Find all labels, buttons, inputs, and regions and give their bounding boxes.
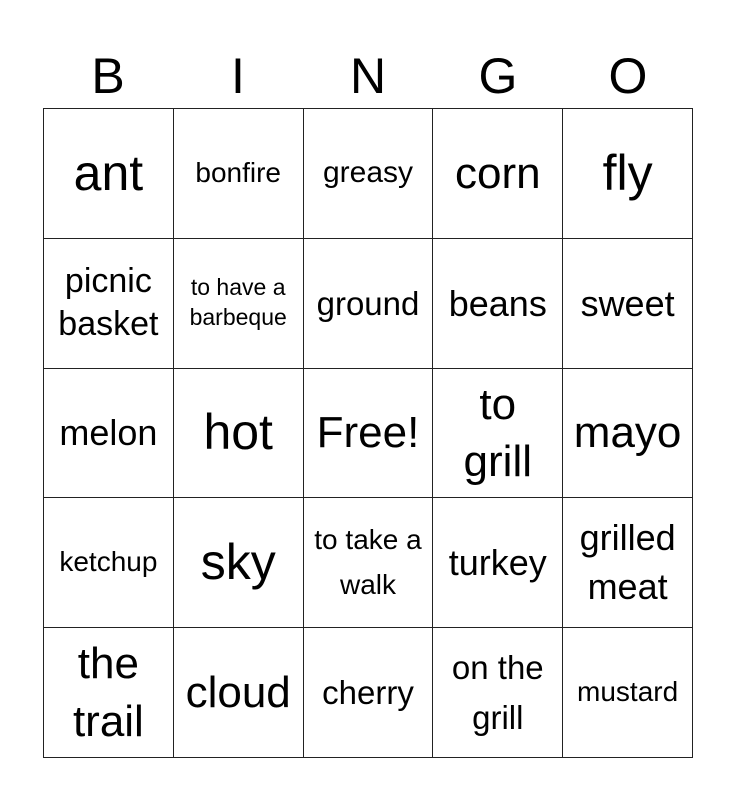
cell-label: mustard [577, 676, 679, 708]
bingo-grid [43, 108, 693, 758]
cell-label: corn [454, 148, 541, 198]
bingo-cell[interactable] [433, 628, 563, 758]
bingo-cell[interactable] [563, 109, 693, 239]
cell-label: turkey [448, 542, 547, 584]
cell-label: sweet [580, 282, 675, 324]
bingo-cell[interactable] [304, 628, 434, 758]
cell-label: cloud [185, 668, 291, 717]
cell-label: sky [200, 534, 276, 591]
cell-label: on the grill [451, 649, 544, 736]
header-letter-g: G [478, 48, 518, 104]
cell-label: ketchup [59, 546, 158, 578]
cell-label: to have a barbeque [189, 274, 287, 331]
bingo-cell[interactable] [174, 239, 304, 369]
bingo-cell[interactable] [304, 498, 434, 628]
cell-label: mayo [573, 408, 682, 458]
cell-label: the trail [72, 639, 144, 746]
bingo-cell[interactable] [304, 109, 434, 239]
bingo-cell[interactable] [304, 239, 434, 369]
bingo-cell[interactable] [563, 239, 693, 369]
bingo-cell[interactable] [44, 628, 174, 758]
cell-label: melon [59, 412, 158, 454]
cell-label: greasy [322, 156, 414, 190]
bingo-cell[interactable] [44, 109, 174, 239]
bingo-cell[interactable] [433, 369, 563, 499]
bingo-cell[interactable] [174, 109, 304, 239]
cell-label: fly [602, 144, 653, 201]
header-letter-n: N [349, 48, 387, 104]
cell-label: grilled meat [579, 517, 676, 607]
cell-label: cherry [322, 674, 414, 712]
bingo-cell[interactable] [174, 628, 304, 758]
cell-label: ground [316, 284, 420, 322]
header-letter-b: B [91, 48, 125, 104]
cell-label: beans [448, 282, 547, 324]
cell-label: bonfire [195, 157, 281, 188]
cell-label: hot [203, 404, 273, 461]
bingo-cell[interactable] [433, 498, 563, 628]
bingo-cell[interactable] [44, 369, 174, 499]
bingo-cell[interactable] [563, 628, 693, 758]
bingo-cell[interactable] [563, 498, 693, 628]
bingo-cell[interactable] [174, 369, 304, 499]
cell-label: Free! [316, 408, 420, 458]
cell-label: to take a walk [314, 523, 422, 600]
cell-label: picnic basket [58, 261, 159, 344]
bingo-cell[interactable] [433, 239, 563, 369]
bingo-cell[interactable] [44, 498, 174, 628]
header-letter-i: I [231, 48, 245, 104]
bingo-header [43, 44, 693, 108]
cell-label: ant [73, 144, 144, 201]
header-letter-o: O [608, 48, 648, 104]
bingo-cell[interactable] [433, 109, 563, 239]
bingo-cell[interactable] [304, 369, 434, 499]
bingo-cell[interactable] [44, 239, 174, 369]
cell-label: to grill [463, 379, 532, 486]
bingo-cell[interactable] [174, 498, 304, 628]
bingo-cell[interactable] [563, 369, 693, 499]
